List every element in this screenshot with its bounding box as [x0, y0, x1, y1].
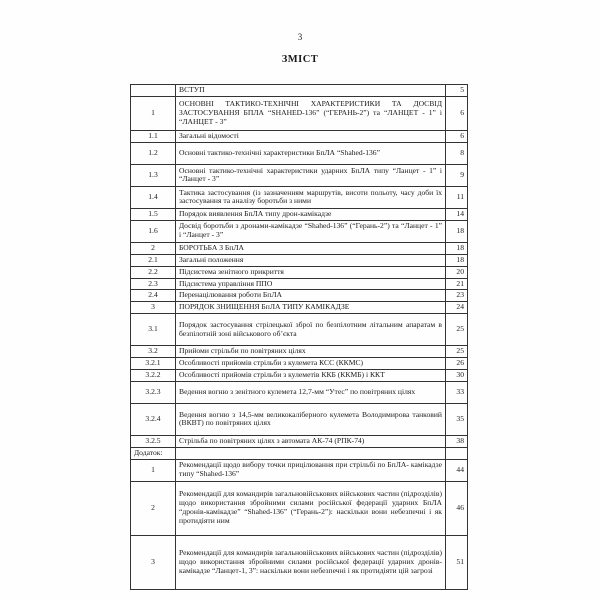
toc-row-number: 3 — [131, 302, 176, 314]
toc-row-title: Рекомендації для командирів загальновійськових військових частин (підрозділів) щодо використання збройними силами російської федерації ударних дронів-камікадзе “Ланцет-1, 3”: наскільки вони небезпечні і як протидіяти цій загрозі — [176, 535, 446, 589]
page-number: 3 — [297, 32, 303, 42]
toc-row — [131, 97, 468, 131]
toc-row — [131, 302, 468, 314]
toc-row — [131, 208, 468, 220]
toc-row — [131, 290, 468, 302]
toc-row-page: 18 — [446, 220, 468, 242]
toc-row-page: 23 — [446, 290, 468, 302]
toc-row-page: 38 — [446, 435, 468, 447]
toc-body — [131, 85, 468, 590]
toc-row — [131, 266, 468, 278]
toc-row — [131, 254, 468, 266]
toc-row — [131, 220, 468, 242]
toc-row-page: 51 — [446, 535, 468, 589]
toc-row-title: Рекомендації щодо вибору точки прицілювання при стрільбі по БпЛА- камікадзе типу “Shahed-136” — [176, 459, 446, 481]
toc-row-number: 2 — [131, 242, 176, 254]
toc-row-title: Особливості прийомів стрільби з кулемета КСС (ККМС) — [176, 358, 446, 370]
toc-row-page: 46 — [446, 481, 468, 535]
toc-row-page: 6 — [446, 131, 468, 143]
toc-row-title: ВСТУП — [176, 85, 446, 97]
toc-row — [131, 447, 468, 459]
toc-row-number: 2.2 — [131, 266, 176, 278]
toc-row-number: 2.4 — [131, 290, 176, 302]
toc-row-title: ПОРЯДОК ЗНИЩЕННЯ БпЛА ТИПУ КАМІКАДЗЕ — [176, 302, 446, 314]
toc-title: ЗМІСТ — [281, 54, 319, 65]
toc-row — [131, 435, 468, 447]
toc-row-page: 30 — [446, 370, 468, 382]
toc-row-page: 8 — [446, 142, 468, 164]
toc-row — [131, 346, 468, 358]
toc-row-number: 1.6 — [131, 220, 176, 242]
toc-row-number: 1.3 — [131, 164, 176, 186]
toc-row-page: 18 — [446, 242, 468, 254]
toc-row-page: 24 — [446, 302, 468, 314]
toc-row-number — [131, 85, 176, 97]
toc-row-number: 1.4 — [131, 186, 176, 208]
toc-row — [131, 358, 468, 370]
toc-row-page — [446, 447, 468, 459]
toc-row-title: Порядок застосування стрілецької зброї по безпілотним літальним апаратам в безпілотній зоні військового об’єкта — [176, 314, 446, 346]
toc-row-title: Прийоми стрільби по повітряних цілях — [176, 346, 446, 358]
toc-row-title: БОРОТЬБА З БпЛА — [176, 242, 446, 254]
toc-row-number: 2.1 — [131, 254, 176, 266]
toc-row-number: 3.2 — [131, 346, 176, 358]
toc-row — [131, 535, 468, 589]
toc-row — [131, 481, 468, 535]
toc-row-title: Основні тактико-технічні характеристики БпЛА “Shahed-136” — [176, 142, 446, 164]
toc-row — [131, 459, 468, 481]
toc-row-title: Стрільба по повітряних цілях з автомата АК-74 (РПК-74) — [176, 435, 446, 447]
toc-row-page: 6 — [446, 97, 468, 131]
toc-row-title: Тактика застосування (із зазначенням маршрутів, висоти польоту, часу доби їх застосування та аналізу боротьби з ними — [176, 186, 446, 208]
toc-row — [131, 403, 468, 435]
toc-row-title: Перенацілювання роботи БпЛА — [176, 290, 446, 302]
toc-row-title: Загальні відомості — [176, 131, 446, 143]
toc-row-page: 11 — [446, 186, 468, 208]
toc-row — [131, 381, 468, 403]
toc-row-number: Додаток: — [131, 447, 176, 459]
toc-row-page: 33 — [446, 381, 468, 403]
toc-row-title: Порядок виявлення БпЛА типу дрон-камікадзе — [176, 208, 446, 220]
toc-row-title: ОСНОВНІ ТАКТИКО-ТЕХНІЧНІ ХАРАКТЕРИСТИКИ ТА ДОСВІД ЗАСТОСУВАННЯ БПЛА “SHAHED-136” (“ГЕРАНЬ-2”) та “ЛАНЦЕТ - 1” і “ЛАНЦЕТ - 3” — [176, 97, 446, 131]
toc-row-number: 2 — [131, 481, 176, 535]
toc-row-page: 25 — [446, 346, 468, 358]
toc-row-number: 3.2.1 — [131, 358, 176, 370]
toc-row — [131, 370, 468, 382]
toc-row-title: Ведення вогню з 14,5-мм великокаліберного кулемета Володимирова танковий (ВКВТ) по повітряних цілях — [176, 403, 446, 435]
toc-row-number: 1.1 — [131, 131, 176, 143]
toc-row-title — [176, 447, 446, 459]
toc-row-page: 35 — [446, 403, 468, 435]
toc-row — [131, 131, 468, 143]
toc-row — [131, 142, 468, 164]
toc-row — [131, 242, 468, 254]
toc-row — [131, 164, 468, 186]
toc-row-number: 3.2.5 — [131, 435, 176, 447]
toc-row-number: 3.2.4 — [131, 403, 176, 435]
toc-row — [131, 186, 468, 208]
toc-row-number: 1 — [131, 97, 176, 131]
toc-row-number: 1.2 — [131, 142, 176, 164]
toc-row-title: Рекомендації для командирів загальновійськових військових частин (підрозділів) щодо використання збройними силами російської федерації ударних БпЛА “дронів-камікадзе” “Shahed-136” (“Герань-2”): наскільки вони небезпечні і як протидіяти ним — [176, 481, 446, 535]
toc-row — [131, 278, 468, 290]
toc-row-title: Загальні положення — [176, 254, 446, 266]
toc-row — [131, 314, 468, 346]
toc-row-page: 20 — [446, 266, 468, 278]
toc-row-title: Особливості прийомів стрільби з кулеметів ККБ (ККМБ) і ККТ — [176, 370, 446, 382]
toc-row-title: Основні тактико-технічні характеристики ударних БпЛА типу “Ланцет - 1” і “Ланцет - 3” — [176, 164, 446, 186]
toc-row-page: 14 — [446, 208, 468, 220]
toc-row-number: 1.5 — [131, 208, 176, 220]
toc-row-page: 26 — [446, 358, 468, 370]
toc-table — [130, 84, 468, 590]
toc-row — [131, 85, 468, 97]
toc-row-number: 2.3 — [131, 278, 176, 290]
toc-row-page: 21 — [446, 278, 468, 290]
toc-row-page: 5 — [446, 85, 468, 97]
toc-row-number: 1 — [131, 459, 176, 481]
toc-row-title: Підсистема зенітного прикриття — [176, 266, 446, 278]
toc-row-number: 3.1 — [131, 314, 176, 346]
toc-row-number: 3.2.3 — [131, 381, 176, 403]
toc-row-page: 9 — [446, 164, 468, 186]
toc-row-page: 44 — [446, 459, 468, 481]
toc-row-number: 3.2.2 — [131, 370, 176, 382]
toc-row-page: 18 — [446, 254, 468, 266]
toc-row-title: Досвід боротьби з дронами-камікадзе “Shahed-136” (“Герань-2”) та “Ланцет - 1” і “Ланцет - 3” — [176, 220, 446, 242]
toc-row-title: Підсистема управління ППО — [176, 278, 446, 290]
toc-row-title: Ведення вогню з зенітного кулемета 12,7-мм “Утес” по повітряних цілях — [176, 381, 446, 403]
toc-row-page: 25 — [446, 314, 468, 346]
toc-row-number: 3 — [131, 535, 176, 589]
